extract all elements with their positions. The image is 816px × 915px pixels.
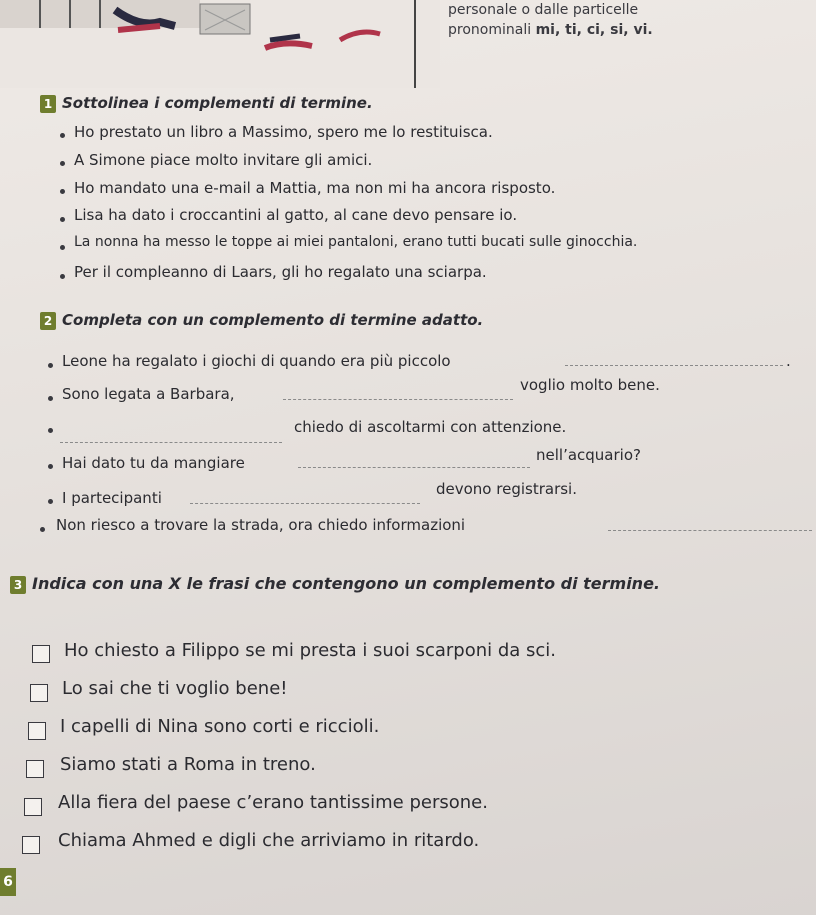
bullet	[48, 396, 53, 401]
answer-blank[interactable]	[190, 503, 420, 504]
answer-blank[interactable]	[608, 530, 812, 531]
bullet	[48, 428, 53, 433]
exercise-3-title: Indica con una X le frasi che contengono un complemento di termine.	[32, 574, 660, 593]
answer-checkbox[interactable]	[22, 836, 40, 854]
intro-line-2	[448, 22, 653, 38]
bullet	[60, 274, 65, 279]
exercise-2-item-text: Non riesco a trovare la strada, ora chiedo informazioni	[56, 516, 466, 534]
exercise-1-item: Ho prestato un libro a Massimo, spero me lo restituisca.	[74, 123, 493, 141]
illustration	[0, 0, 440, 88]
exercise-2-item-suffix: nell’acquario?	[536, 446, 641, 464]
intro-line-2-bold: mi, ti, ci, si, vi.	[535, 22, 653, 38]
exercise-3-item: Siamo stati a Roma in treno.	[60, 754, 316, 775]
exercise-2-item-suffix: .	[786, 352, 791, 370]
bullet	[40, 527, 45, 532]
bullet	[48, 464, 53, 469]
exercise-1-item: Per il compleanno di Laars, gli ho regalato una sciarpa.	[74, 263, 487, 281]
exercise-3-item: Chiama Ahmed e digli che arriviamo in ritardo.	[58, 830, 480, 851]
exercise-2-title: Completa con un complemento di termine adatto.	[62, 311, 484, 329]
answer-blank[interactable]	[283, 399, 513, 400]
exercise-2-item-suffix: voglio molto bene.	[520, 376, 660, 394]
exercise-1-item: Ho mandato una e-mail a Mattia, ma non mi ha ancora risposto.	[74, 179, 556, 197]
exercise-1-item: La nonna ha messo le toppe ai miei pantaloni, erano tutti bucati sulle ginocchia.	[74, 234, 638, 250]
exercise-3-item: Alla fiera del paese c’erano tantissime persone.	[58, 792, 488, 813]
bullet	[60, 133, 65, 138]
exercise-2-item-text: Sono legata a Barbara,	[62, 385, 235, 403]
answer-checkbox[interactable]	[30, 684, 48, 702]
exercise-2-item-suffix: chiedo di ascoltarmi con attenzione.	[294, 418, 567, 436]
intro-line-1: personale o dalle particelle	[448, 2, 639, 18]
bullet	[48, 499, 53, 504]
page-number: 6	[0, 868, 16, 896]
exercise-1-item: Lisa ha dato i croccantini al gatto, al cane devo pensare io.	[74, 206, 518, 224]
exercise-3-item: Lo sai che ti voglio bene!	[62, 678, 288, 699]
exercise-2-number: 2	[40, 312, 56, 330]
exercise-2-item-text: Leone ha regalato i giochi di quando era più piccolo	[62, 352, 451, 370]
bullet	[48, 363, 53, 368]
answer-checkbox[interactable]	[26, 760, 44, 778]
exercise-1-item: A Simone piace molto invitare gli amici.	[74, 151, 373, 169]
exercise-1-title: Sottolinea i complementi di termine.	[62, 94, 373, 112]
answer-blank[interactable]	[298, 467, 530, 468]
bullet	[60, 161, 65, 166]
exercise-3-number: 3	[10, 576, 26, 594]
answer-checkbox[interactable]	[24, 798, 42, 816]
bullet	[60, 245, 65, 250]
classroom-illustration	[0, 0, 440, 88]
intro-line-2-prefix: pronominali	[448, 22, 536, 38]
exercise-2-item-text: Hai dato tu da mangiare	[62, 454, 245, 472]
exercise-1-number: 1	[40, 95, 56, 113]
exercise-2-item-text: I partecipanti	[62, 489, 162, 507]
answer-checkbox[interactable]	[32, 645, 50, 663]
answer-blank[interactable]	[565, 365, 783, 366]
bullet	[60, 217, 65, 222]
bullet	[60, 189, 65, 194]
answer-checkbox[interactable]	[28, 722, 46, 740]
exercise-2-item-suffix: devono registrarsi.	[436, 480, 577, 498]
answer-blank[interactable]	[60, 442, 282, 443]
exercise-3-item: Ho chiesto a Filippo se mi presta i suoi scarponi da sci.	[64, 640, 557, 661]
exercise-3-item: I capelli di Nina sono corti e riccioli.	[60, 716, 380, 737]
